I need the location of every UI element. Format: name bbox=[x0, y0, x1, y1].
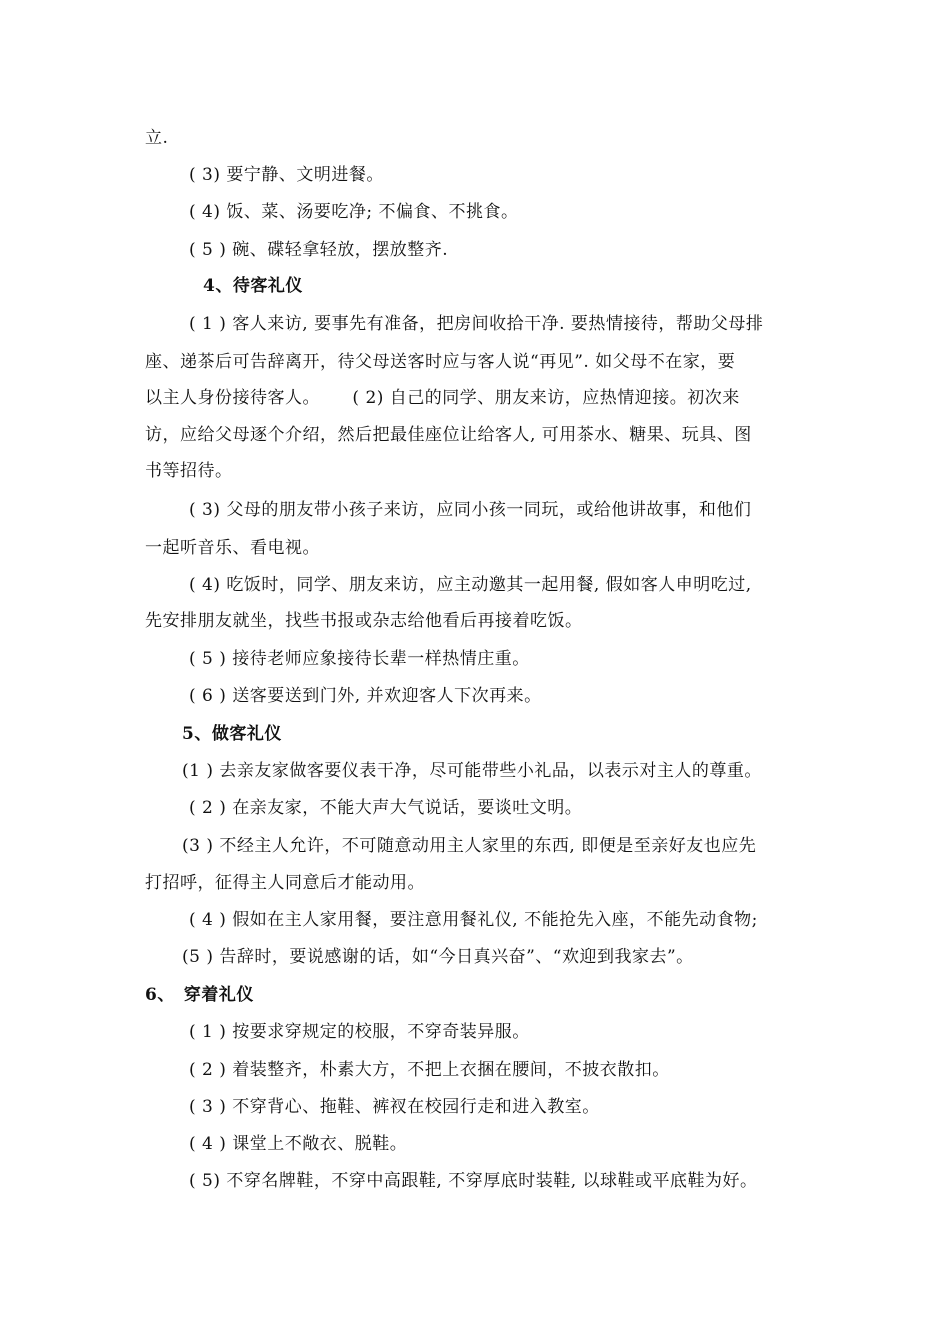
text-line: ( 6 ) 送客要送到门外, 并欢迎客人下次再来。 bbox=[189, 686, 542, 706]
text-line: (3 ) 不经主人允许，不可随意动用主人家里的东西, 即便是至亲好友也应先 bbox=[182, 836, 757, 856]
text-line: ( 5 ) 接待老师应象接待长辈一样热情庄重。 bbox=[189, 649, 530, 669]
text-line: 一起听音乐、看电视。 bbox=[145, 538, 320, 558]
text-line-item-5: ( 5 ) 碗、碟轻拿轻放，摆放整齐. bbox=[189, 240, 449, 260]
text-line: ( 3 ) 不穿背心、拖鞋、裤衩在校园行走和进入教室。 bbox=[189, 1097, 600, 1117]
text-line: 以主人身份接待客人。 ( 2) 自己的同学、朋友来访，应热情迎接。初次来 bbox=[145, 388, 740, 408]
text-line: ( 2 ) 在亲友家，不能大声大气说话，要谈吐文明。 bbox=[189, 798, 583, 818]
text-line: ( 1 ) 客人来访, 要事先有准备，把房间收拾干净. 要热情接待，帮助父母排 bbox=[189, 314, 764, 334]
text-line: ( 3) 父母的朋友带小孩子来访，应同小孩一同玩，或给他讲故事，和他们 bbox=[189, 500, 752, 520]
text-line-item-4: ( 4) 饭、菜、汤要吃净; 不偏食、不挑食。 bbox=[189, 202, 519, 222]
section-heading-hosting: 4、待客礼仪 bbox=[203, 276, 303, 296]
section-heading-visiting: 5、做客礼仪 bbox=[182, 724, 282, 744]
text-line: ( 4) 吃饭时，同学、朋友来访，应主动邀其一起用餐, 假如客人申明吃过, bbox=[189, 575, 752, 595]
text-line-continuation: 立. bbox=[145, 128, 169, 148]
text-line: ( 2 ) 着装整齐，朴素大方，不把上衣捆在腰间，不披衣散扣。 bbox=[189, 1060, 670, 1080]
text-line: 先安排朋友就坐，找些书报或杂志给他看后再接着吃饭。 bbox=[145, 611, 583, 631]
text-line: ( 5) 不穿名牌鞋，不穿中高跟鞋, 不穿厚底时装鞋, 以球鞋或平底鞋为好。 bbox=[189, 1171, 758, 1191]
text-line: 书等招待。 bbox=[145, 461, 233, 481]
text-line: 打招呼，征得主人同意后才能动用。 bbox=[145, 873, 425, 893]
text-line: (1 ) 去亲友家做客要仪表干净，尽可能带些小礼品，以表示对主人的尊重。 bbox=[182, 761, 762, 781]
text-line: ( 4 ) 课堂上不敞衣、脱鞋。 bbox=[189, 1134, 408, 1154]
text-line: 座、递茶后可告辞离开，待父母送客时应与客人说“再见”. 如父母不在家，要 bbox=[145, 352, 736, 372]
text-line: ( 1 ) 按要求穿规定的校服，不穿奇装异服。 bbox=[189, 1022, 530, 1042]
text-line: 访，应给父母逐个介绍，然后把最佳座位让给客人, 可用茶水、糖果、玩具、图 bbox=[145, 425, 752, 445]
text-line-item-3: ( 3) 要宁静、文明进餐。 bbox=[189, 165, 384, 185]
text-line: ( 4 ) 假如在主人家用餐，要注意用餐礼仪, 不能抢先入座，不能先动食物; bbox=[189, 910, 758, 930]
section-heading-dressing: 6、 穿着礼仪 bbox=[145, 985, 254, 1005]
text-line: (5 ) 告辞时，要说感谢的话，如“今日真兴奋”、“欢迎到我家去”。 bbox=[182, 947, 694, 967]
